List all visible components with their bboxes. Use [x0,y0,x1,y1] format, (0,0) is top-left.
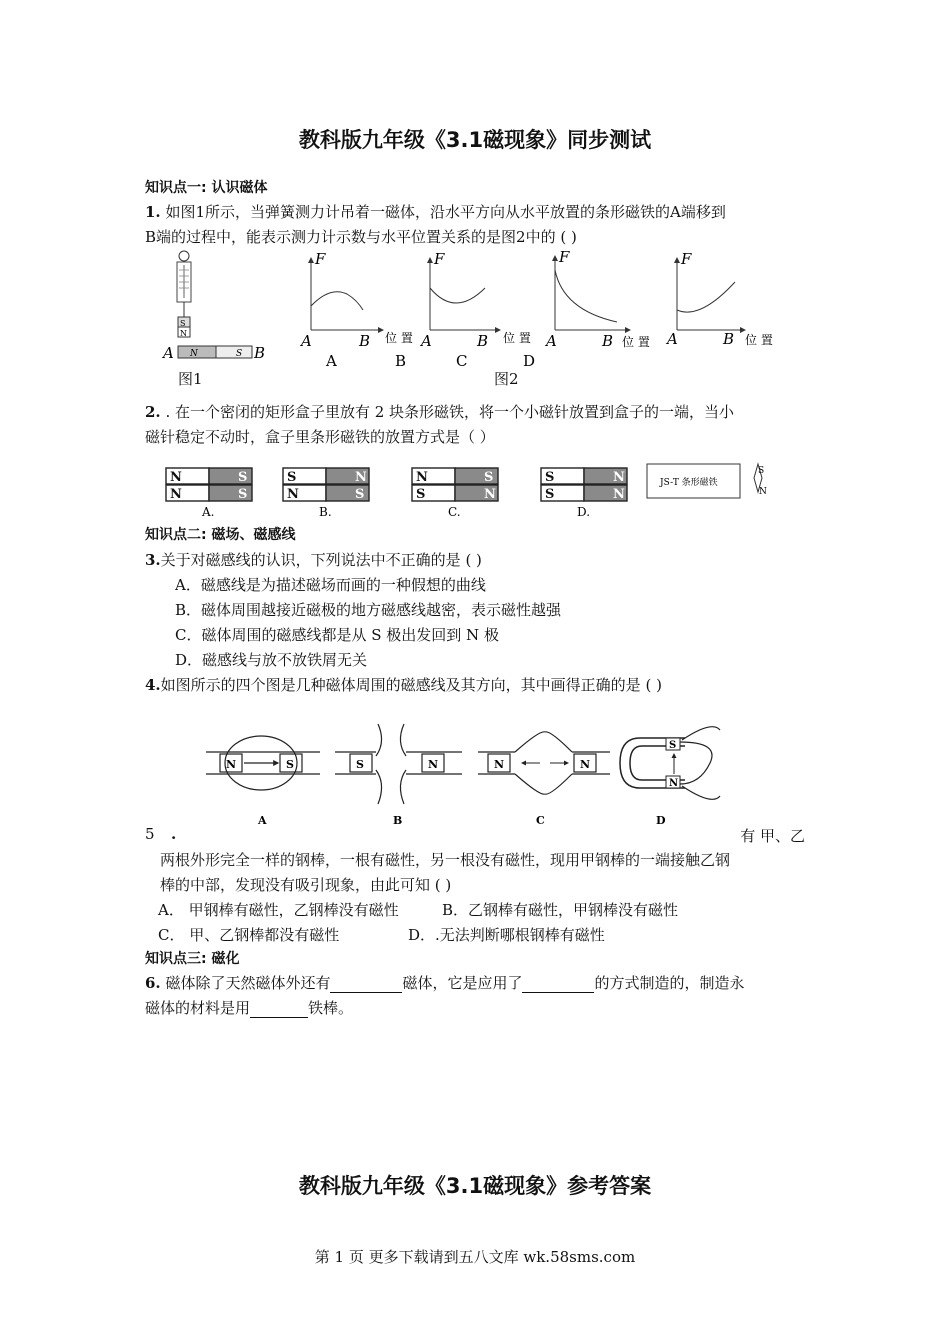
q5-number: 5 [145,825,155,843]
diag-b-s: S [356,758,364,771]
diag-c-label: C [536,814,545,827]
q2-opt-2-top-pole-0: N [416,470,428,485]
figure-1-caption: 图1 [178,370,203,388]
q2-opt-0-top-pole-1: S [238,470,248,485]
needle-s: S [758,466,765,476]
graph-c-axis-a: A [546,332,557,350]
q6-part1: 磁体除了天然磁体外还有 [160,974,331,992]
graph-d-axis-b: B [723,330,735,348]
graph-a-pos: 位 置 [385,331,413,345]
graph-b-f: F [434,250,445,268]
q2-line1 [145,402,734,422]
q6-part3: 的方式制造的，制造永 [594,974,745,992]
q5-option-b: B．乙钢棒有磁性，甲钢棒没有磁性 [442,901,679,919]
diag-a-label: A [258,814,267,827]
diag-a-s: S [286,758,294,771]
q2-magnet-options [160,460,780,522]
q2-line2: 磁针稳定不动时，盒子里条形磁铁的放置方式是（ ） [145,428,495,446]
diag-d-n: N [669,778,679,789]
q6-part5: 铁棒。 [308,999,354,1017]
q2-opt-3-bottom-pole-1: N [613,487,625,502]
graph-c [456,248,650,370]
field-diagram-b [335,724,462,827]
graph-d-f: F [681,250,692,268]
graph-c-f: F [559,248,570,266]
fig1-small-s: S [180,319,186,328]
q2-opt-3-top-pole-0: S [545,470,555,485]
q5-option-c: C． 甲、乙钢棒都没有磁性 [158,926,340,944]
q3-option-a: A．磁感线是为描述磁场而画的一种假想的曲线 [175,576,486,594]
figure-2-caption: 图2 [494,370,519,388]
graph-b-axis-b: B [477,332,489,350]
q2-option-label-1: B. [319,505,332,519]
diag-d-s: S [669,740,677,751]
q2-text-1: . 在一个密闭的矩形盒子里放有 2 块条形磁铁，将一个小磁针放置到盒子的一端，当小 [160,403,735,421]
q3-stem-line [145,550,482,570]
q4-stem: 如图所示的四个图是几种磁体周围的磁感线及其方向，其中画得正确的是 ( ) [160,676,662,694]
fig1-small-n: N [180,329,187,338]
q3-number: 3. [145,551,161,569]
graph-d [523,250,773,370]
q6-line2 [145,998,353,1018]
q1-number: 1. [145,203,161,221]
section-heading-2: 知识点二: 磁场、磁感线 [145,527,296,543]
q2-opt-1-bottom-pole-1: S [355,487,365,502]
fig1-label-b: B [254,344,266,362]
diag-b-label: B [393,814,403,827]
fig1-bar-n: N [190,349,198,359]
closed-box-label: JS-T 条形磁铁 [660,478,718,488]
q5-line3: 棒的中部，发现没有吸引现象，由此可知 ( ) [160,876,452,894]
q2-option-label-3: D. [577,505,591,519]
q2-opt-2-bottom-pole-1: N [484,487,496,502]
graph-b-pos: 位 置 [503,331,531,345]
q5-option-a: A． 甲钢棒有磁性，乙钢棒没有磁性 [158,901,399,919]
q2-opt-3-top-pole-1: N [613,470,625,485]
q2-number: 2. [145,403,161,421]
section-heading-1: 知识点一: 认识磁体 [145,180,268,196]
q6-number: 6. [145,974,161,992]
q1-line1 [145,202,726,222]
q2-opt-1-top-pole-1: N [355,470,367,485]
answer-title: 教科版九年级《3.1磁现象》参考答案 [298,1174,652,1198]
q1-line2: B端的过程中，能表示测力计示数与水平位置关系的是图2中的 ( ) [145,228,577,246]
figure-2-graphs [295,248,795,370]
needle-n: N [759,487,767,497]
q5-line1 [145,825,805,845]
q4-number: 4. [145,676,161,694]
diag-d-label: D [656,814,666,827]
q2-opt-3-bottom-pole-0: S [545,487,555,502]
q6-blank-1[interactable] [330,976,402,993]
q5-tail: 有 甲、乙 [740,827,805,845]
field-diagram-a [206,736,320,827]
q2-opt-0-bottom-pole-0: N [170,487,182,502]
page-footer: 第 1 页 更多下载请到五八文库 wk.58sms.com [314,1248,636,1266]
graph-d-label: D [523,352,536,370]
figure-1-spring-scale [160,250,280,365]
q6-part2: 磁体，它是应用了 [402,974,523,992]
diag-c-n1: N [494,758,505,771]
q3-option-b: B．磁体周围越接近磁极的地方磁感线越密，表示磁性越强 [175,601,562,619]
q4-field-line-figure [200,712,730,830]
q3-option-c: C．磁体周围的磁感线都是从 S 极出发回到 N 极 [175,626,499,644]
diag-b-n: N [428,758,439,771]
section-heading-3: 知识点三: 磁化 [145,951,240,967]
q2-opt-2-top-pole-1: S [484,470,494,485]
graph-d-pos: 位 置 [745,333,773,347]
diag-c-n2: N [580,758,591,771]
graph-a-axis-a: A [301,332,312,350]
graph-d-axis-a: A [667,330,678,348]
page-title: 教科版九年级《3.1磁现象》同步测试 [298,128,652,152]
q3-option-d: D．磁感线与放不放铁屑无关 [175,651,368,669]
graph-b-label: B [395,352,407,370]
q2-option-label-2: C. [448,505,461,519]
graph-b-axis-a: A [421,332,432,350]
graph-a-label: A [326,352,337,370]
q2-opt-0-top-pole-0: N [170,470,182,485]
field-diagram-d [620,727,720,827]
graph-c-pos: 位 置 [622,335,650,349]
q6-line1 [145,973,744,993]
field-diagram-c [478,732,610,827]
q2-opt-1-bottom-pole-0: N [287,487,299,502]
q4-stem-line [145,675,662,695]
graph-c-label: C [456,352,468,370]
q2-option-label-0: A. [202,505,215,519]
graph-c-axis-b: B [602,332,614,350]
q5-line2: 两根外形完全一样的钢棒，一根有磁性，另一根没有磁性，现用甲钢棒的一端接触乙钢 [160,851,731,869]
q2-opt-0-bottom-pole-1: S [238,487,248,502]
graph-a-f: F [315,250,326,268]
q3-stem: 关于对磁感线的认识，下列说法中不正确的是 ( ) [160,551,482,569]
q2-opt-1-top-pole-0: S [287,470,297,485]
diag-a-n: N [226,758,237,771]
fig1-label-a: A [163,344,174,362]
q2-opt-2-bottom-pole-0: S [416,487,426,502]
q6-blank-2[interactable] [522,976,594,993]
q1-text-1: 如图1所示，当弹簧测力计吊着一磁体，沿水平方向从水平放置的条形磁铁的A端移到 [165,203,726,221]
fig1-bar-s: S [236,349,243,359]
q6-blank-3[interactable] [250,1001,308,1018]
q5-option-d: D．.无法判断哪根钢棒有磁性 [408,926,605,944]
q5-dot: . [171,825,177,843]
graph-a-axis-b: B [359,332,371,350]
q6-part4: 磁体的材料是用 [145,999,251,1017]
